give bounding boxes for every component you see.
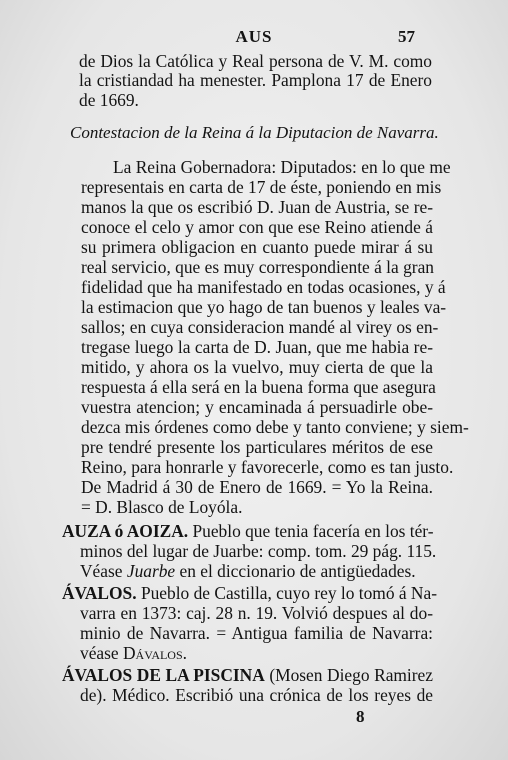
text-line: De Madrid á 30 de Enero de 1669. = Yo la Reina.	[81, 477, 433, 497]
cross-reference: Juarbe	[126, 561, 176, 581]
entry-headword: ÁVALOS DE LA PISCINA	[62, 665, 265, 685]
text-line: tregase luego la carta de D. Juan, que me habia re-	[81, 337, 433, 357]
text-line: Reino, para honrarle y favorecerle, como es tan justo.	[81, 457, 454, 477]
entry-text: Pueblo de Castilla, cuyo rey lo tomó á Na-	[136, 583, 437, 603]
text-line: dezca mis órdenes como debe y tanto conviene; y siem-	[81, 417, 469, 437]
text-line: representais en carta de 17 de éste, poniendo en mis	[81, 177, 442, 197]
text-line: conoce el celo y amor con que ese Reino atiende á	[81, 217, 433, 237]
page-number: 57	[398, 27, 415, 46]
text-line: de Dios la Católica y Real persona de V. M. como	[79, 51, 432, 71]
entry-line	[62, 665, 433, 685]
cross-reference: Dávalos.	[122, 643, 187, 663]
text-line: mitido, y ahora os la vuelvo, muy cierta de que la	[81, 357, 433, 377]
entry-line: varra en 1373: caj. 28 n. 19. Volvió despues al do-	[80, 603, 433, 623]
text-line: la cristiandad ha menester. Pamplona 17 de Enero	[79, 70, 432, 90]
text-line: pre tendré presente los particulares méritos de ese	[81, 437, 433, 457]
text-line: su primera obligacion en cuanto puede mirar á su	[81, 237, 433, 257]
text-line: vuestra atencion; y encaminada á persuadirle obe-	[81, 397, 433, 417]
entry-line: minos del lugar de Juarbe: comp. tom. 29 pág. 115.	[80, 541, 437, 561]
text-line: sallos; en cuya consideracion mandé al virey os en-	[81, 317, 439, 337]
entry-headword: AUZA ó AOIZA.	[62, 521, 189, 541]
entry-text: (Mosen Diego Ramirez	[264, 665, 433, 685]
entry-text: en el diccionario de antigüedades.	[175, 561, 416, 581]
entry-text: Véase	[80, 561, 127, 581]
entry-line	[80, 643, 187, 663]
entry-text: véase	[80, 643, 123, 663]
entry-line	[62, 521, 433, 541]
entry-line: de). Médico. Escribió una crónica de los reyes de	[80, 685, 433, 705]
text-line: real servicio, que es muy correspondiente á la gran	[81, 257, 434, 277]
signature-mark: 8	[356, 707, 365, 726]
text-line: de 1669.	[79, 90, 139, 110]
entry-line: minio de Navarra. = Antigua familia de Navarra:	[80, 623, 433, 643]
section-heading: Contestacion de la Reina á la Diputacion de Navarra.	[70, 123, 439, 142]
text-line: fidelidad que ha manifestado en todas ocasiones, y á	[81, 277, 446, 297]
entry-text: Pueblo que tenia facería en los tér-	[188, 521, 434, 541]
running-head: AUS	[235, 27, 273, 46]
text-line: = D. Blasco de Loyóla.	[81, 497, 243, 517]
text-line: La Reina Gobernadora: Diputados: en lo que me	[113, 157, 451, 177]
text-line: la estimacion que yo hago de tan buenos y leales va-	[81, 297, 447, 317]
text-line: manos la que os escribió D. Juan de Austria, se re-	[81, 197, 433, 217]
text-line: respuesta á ella será en la buena forma que asegura	[81, 377, 436, 397]
entry-headword: ÁVALOS.	[62, 583, 137, 603]
entry-line	[62, 583, 437, 603]
entry-line	[80, 561, 416, 581]
page-header	[0, 27, 508, 49]
